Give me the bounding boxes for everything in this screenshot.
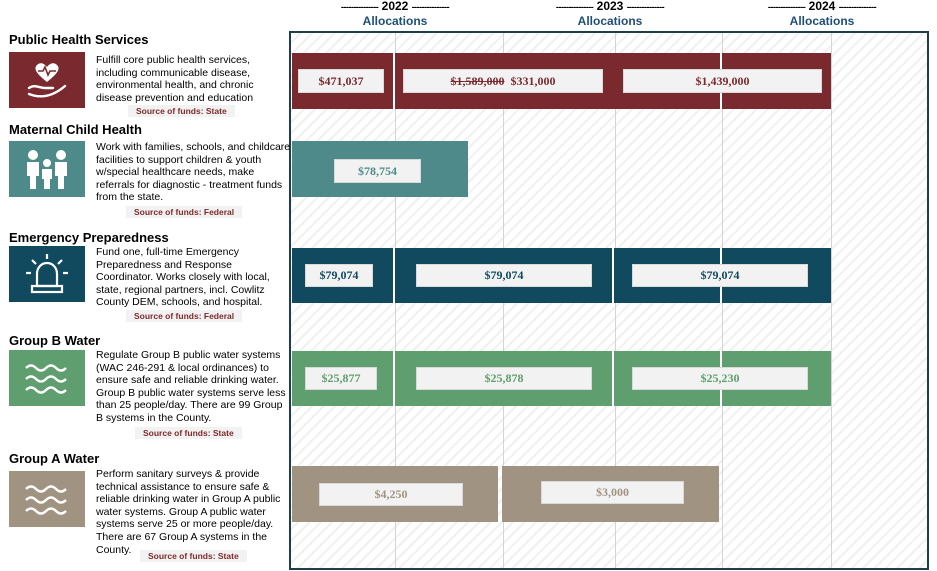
program-title: Group B Water	[9, 333, 101, 348]
data-label: $25,877	[305, 367, 377, 390]
data-label: $79,074	[632, 264, 808, 287]
segment-divider	[612, 248, 614, 303]
year-label: 2022	[381, 0, 409, 13]
year-header-2023: --------------- 2023 --------------- Allocations	[510, 0, 710, 28]
year-label: 2024	[808, 0, 836, 13]
data-label: $79,074	[305, 264, 373, 287]
program-title: Public Health Services	[9, 32, 149, 47]
year-header-2024: --------------- 2024 --------------- Allocations	[722, 0, 922, 28]
siren-icon	[9, 246, 85, 302]
program-title: Group A Water	[9, 451, 100, 466]
data-label: $79,074	[416, 264, 592, 287]
allocations-label: Allocations	[577, 14, 643, 28]
struck-value: $1,589,000	[450, 73, 505, 88]
program-title: Maternal Child Health	[9, 122, 142, 137]
segment-divider	[393, 351, 395, 406]
year-label: 2023	[596, 0, 624, 13]
source-of-funds: Source of funds: State	[140, 550, 247, 562]
program-description: Work with families, schools, and childcare facilities to support children & youth w/special healthcare needs, make referrals for diagnostic - treatment funds from the state.	[96, 141, 291, 204]
year-header-2022: --------------- 2022 --------------- Allocations	[295, 0, 495, 28]
data-label: $78,754	[334, 159, 421, 183]
data-label: $25,878	[416, 367, 592, 390]
data-label	[403, 69, 603, 93]
segment-divider	[393, 248, 395, 303]
source-of-funds: Source of funds: State	[135, 427, 242, 439]
program-title: Emergency Preparedness	[9, 230, 169, 245]
segment-divider	[393, 53, 395, 109]
allocations-label: Allocations	[362, 14, 428, 28]
family-icon	[9, 141, 85, 197]
data-label: $25,230	[632, 367, 808, 390]
program-description: Fulfill core public health services, including communicable disease, environmental health, and chronic disease prevention and education	[96, 54, 254, 104]
data-label: $4,250	[319, 483, 463, 506]
gridline	[831, 33, 832, 568]
segment-divider	[612, 351, 614, 406]
data-label: $471,037	[298, 69, 384, 93]
data-label: $1,439,000	[623, 69, 822, 93]
data-label: $3,000	[541, 481, 684, 504]
source-of-funds: Source of funds: Federal	[126, 206, 242, 218]
heart-hand-icon	[9, 52, 85, 108]
water-waves-icon	[9, 471, 85, 527]
revised-value: $331,000	[510, 73, 556, 88]
allocations-label: Allocations	[789, 14, 855, 28]
program-description: Regulate Group B public water systems (WAC 246-291 & local ordinances) to ensure safe and reliable drinking water. Group B public water systems serve less than 25 people/day. There are 99 Group B systems in the County.	[96, 349, 286, 424]
source-of-funds: Source of funds: State	[128, 105, 235, 117]
water-waves-icon	[9, 350, 85, 406]
source-of-funds: Source of funds: Federal	[126, 310, 242, 322]
program-description: Fund one, full-time Emergency Preparedness and Response Coordinator. Works closely with local, state, regional partners, incl. Cowlitz County DEM, schools, and hospital.	[96, 246, 270, 309]
program-description: Perform sanitary surveys & provide technical assistance to ensure safe & reliable drinking water in Group A public water systems. Group A public water systems serve 25 or more people/day. There are 67 Group A systems in the County.	[96, 468, 281, 556]
